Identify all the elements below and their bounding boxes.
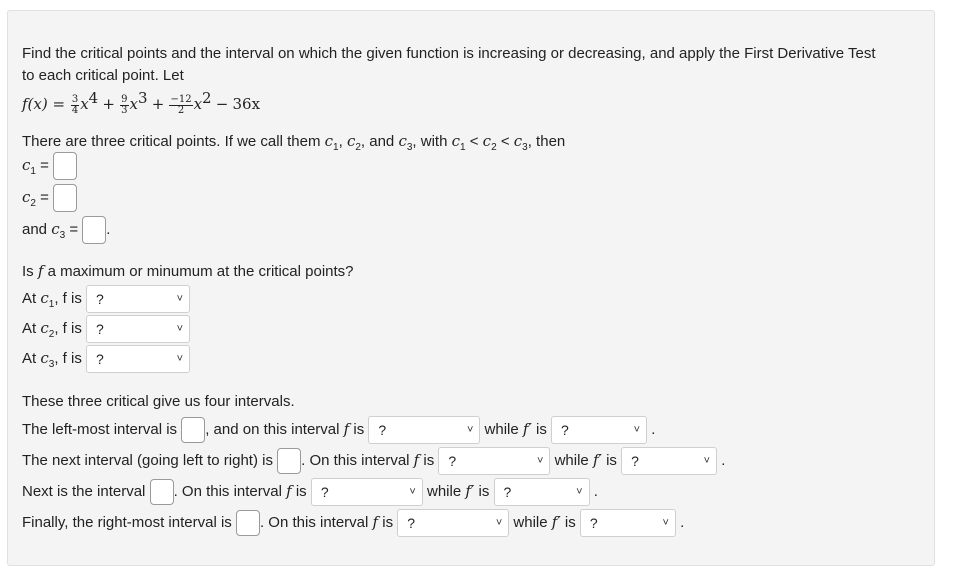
c1-input[interactable]	[53, 152, 77, 180]
function-definition: f(x) = $\frac{3}{4}$ $x^4$ + $\frac{9}{3}$ $x^3$ + $\frac{-12}{2}$ $x^2 - 36x$	[22, 89, 261, 116]
c3-row: and $c_3$ = .	[22, 216, 110, 246]
interval-4-fprime-select[interactable]: ? ˅	[580, 509, 676, 537]
interval-row-3: Next is the interval . On this interval f is ? ˅ while f′ is ? ˅ .	[22, 478, 598, 506]
c1-row: $c_1$ =	[22, 152, 77, 182]
fraction-3: $\frac{-12}{2}$	[170, 93, 192, 116]
critical-sentence: There are three critical points. If we call them $c_1$, $c_2$, and $c_3$, with $c_1 < c_2 < c_3$, then	[22, 132, 566, 153]
chevron-down-icon: ˅	[576, 486, 583, 498]
maxmin-row-1: At $c_1$, f is ? ˅	[22, 285, 190, 315]
chevron-down-icon: ˅	[466, 424, 474, 436]
maxmin-select-c3[interactable]: ? ˅	[86, 345, 190, 373]
interval-3-input[interactable]	[150, 479, 174, 505]
interval-2-fprime-select[interactable]: ? ˅	[621, 447, 717, 475]
chevron-down-icon: ˅	[409, 486, 416, 498]
chevron-down-icon: ˅	[176, 353, 183, 365]
chevron-down-icon: ˅	[633, 424, 641, 436]
interval-1-input[interactable]	[181, 417, 205, 443]
fraction-1: $\frac{3}{4}$	[71, 93, 79, 116]
interval-3-fprime-select[interactable]: ? ˅	[494, 478, 590, 506]
chevron-down-icon: ˅	[176, 293, 183, 305]
maxmin-select-c2[interactable]: ? ˅	[86, 315, 190, 343]
c2-row: $c_2$ =	[22, 184, 77, 214]
chevron-down-icon: ˅	[536, 455, 544, 467]
chevron-down-icon: ˅	[495, 517, 503, 529]
maxmin-select-c1[interactable]: ? ˅	[86, 285, 190, 313]
chevron-down-icon: ˅	[703, 455, 711, 467]
interval-2-input[interactable]	[277, 448, 301, 474]
intro-line-2: to each critical point. Let	[22, 67, 184, 84]
chevron-down-icon: ˅	[176, 323, 183, 335]
interval-4-f-select[interactable]: ? ˅	[397, 509, 509, 537]
interval-1-fprime-select[interactable]: ? ˅	[551, 416, 647, 444]
interval-3-f-select[interactable]: ? ˅	[311, 478, 423, 506]
intervals-heading: These three critical give us four intervals.	[22, 393, 295, 410]
maxmin-question: Is f a maximum or minumum at the critical points?	[22, 262, 354, 280]
c3-input[interactable]	[82, 216, 106, 244]
interval-row-1: The left-most interval is , and on this interval f is ? ˅ while f′ is ? ˅ .	[22, 416, 655, 444]
interval-row-4: Finally, the right-most interval is . On this interval f is ? ˅ while f′ is ? ˅ .	[22, 509, 684, 537]
intro-line-1: Find the critical points and the interval on which the given function is increasing or decreasing, and apply the First Derivative Test	[22, 45, 876, 62]
interval-4-input[interactable]	[236, 510, 260, 536]
maxmin-row-3: At $c_3$, f is ? ˅	[22, 345, 190, 375]
interval-2-f-select[interactable]: ? ˅	[438, 447, 550, 475]
chevron-down-icon: ˅	[662, 517, 669, 529]
c2-input[interactable]	[53, 184, 77, 212]
interval-1-f-select[interactable]: ? ˅	[368, 416, 480, 444]
fraction-2: $\frac{9}{3}$	[121, 93, 128, 116]
function-lhs: f(x) =	[22, 95, 70, 113]
interval-row-2: The next interval (going left to right) is . On this interval f is ? ˅ while f′ is ? ˅ .	[22, 447, 725, 475]
maxmin-row-2: At $c_2$, f is ? ˅	[22, 315, 190, 345]
